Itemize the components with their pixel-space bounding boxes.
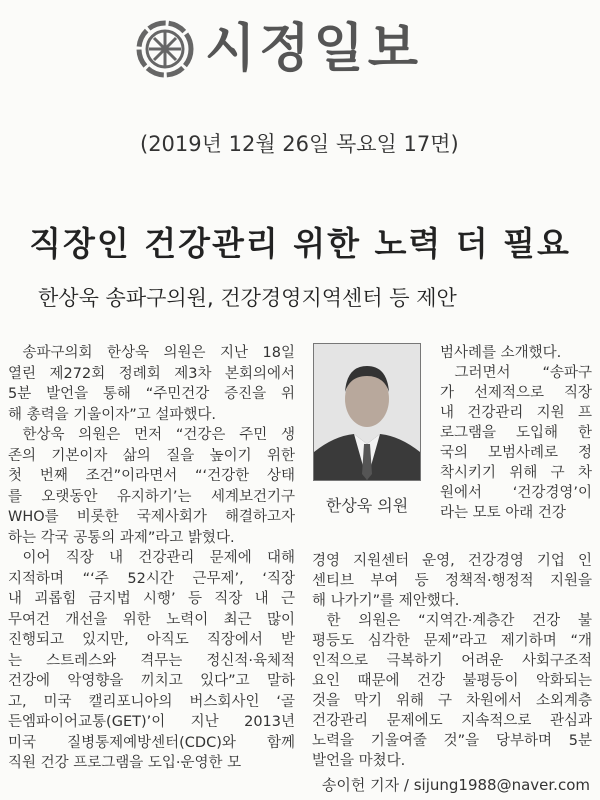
article-text-line: 가 선제적으로 직장 xyxy=(440,385,592,401)
article-text-line: 인적으로 극복하기 어려운 사회구조적 xyxy=(312,653,592,669)
article-text-line: 착시키기 위해 구 차 xyxy=(440,465,592,481)
article-text-line: 해 나가기”를 제안했다. xyxy=(312,593,460,609)
article-text-line: 국의 모범사례로 정 xyxy=(440,445,592,461)
article-text-line: 것을 막기 위해 구 차원에서 소외계층 xyxy=(312,693,592,709)
article-column-right-wide xyxy=(312,551,592,771)
article-text-line: 요인 때문에 건강 불평등이 악화되는 xyxy=(312,673,592,689)
article-column-left xyxy=(8,343,295,774)
article-text-line: 노력을 기울여줄 것”을 당부하며 5분 xyxy=(312,733,592,749)
article-text-line: 직원 건강 프로그램을 도입·운영한 모 xyxy=(8,755,242,771)
article-text-line: 원에서 ‘건강경영’이 xyxy=(440,485,592,501)
article-text-line: 송파구의회 한상욱 의원은 지난 18일 xyxy=(22,345,295,361)
article-text-line: 5분 발언을 통해 “주민건강 증진을 위 xyxy=(8,386,295,402)
article-text-line: 한상욱 의원은 먼저 “건강은 주민 생 xyxy=(22,427,295,443)
article-text-line: 든엠파이어교통(GET)’이 지난 2013년 xyxy=(8,714,295,730)
article-text-line: 는 스트레스와 격무는 정신적·육체적 xyxy=(8,652,295,669)
article-text-line: 건강에 악영향을 끼치고 있다”고 말하 xyxy=(8,673,295,689)
article-text-line: 라는 모토 아래 건강 xyxy=(440,505,566,521)
article-text-line: 로그램을 도입해 한 xyxy=(440,425,592,441)
article-text-line: WHO를 비롯한 국제사회가 해결하고자 xyxy=(8,509,295,525)
photo-caption: 한상욱 의원 xyxy=(325,496,409,515)
city-emblem-icon xyxy=(135,19,195,79)
byline: 송이헌 기자 / sijung1988@naver.com xyxy=(321,776,590,794)
councilor-photo xyxy=(313,343,421,481)
headline: 직장인 건강관리 위한 노력 더 필요 xyxy=(29,224,571,263)
article-text-line: 경영 지원센터 운영, 건강경영 기업 인 xyxy=(312,553,592,569)
article-text-line: 해 총력을 기울이자”고 설파했다. xyxy=(8,406,217,423)
dateline: (2019년 12월 26일 목요일 17면) xyxy=(140,132,459,156)
article-text-line: 열린 제272회 정례회 제3차 본회의에서 xyxy=(8,365,295,382)
newspaper-name: 시정일보 xyxy=(205,19,422,79)
subheadline: 한상욱 송파구의원, 건강경영지역센터 등 제안 xyxy=(38,286,457,310)
article-text-line: 범사례를 소개했다. xyxy=(440,345,562,361)
article-column-right-narrow xyxy=(440,343,592,523)
article-text-line: 무여건 개선을 위한 노력이 최근 많이 xyxy=(8,611,295,628)
article-text-line: 내 건강관리 지원 프 xyxy=(440,405,592,421)
article-text-line: 센티브 부여 등 정책적·행정적 지원을 xyxy=(312,573,592,589)
article-text-line: 내 괴롭힘 금지법 시행’ 등 직장 내 근 xyxy=(8,591,295,607)
article-text-line: 건강관리 문제에도 지속적으로 관심과 xyxy=(312,713,592,729)
article-text-line: 존의 기본이자 삶의 질을 높이기 위한 xyxy=(8,447,295,464)
article-text-line: 하는 각국 공통의 과제”라고 밝혔다. xyxy=(8,529,235,546)
article-text-line: 한 의원은 “지역간·계층간 건강 불 xyxy=(326,613,592,629)
article-text-line: 를 오랫동안 유지하기’는 세계보건기구 xyxy=(8,488,295,505)
article-text-line: 발언을 마쳤다. xyxy=(312,753,406,769)
article-text-line: 미국 질병통제예방센터(CDC)와 함께 xyxy=(8,734,295,751)
article-text-line: 고, 미국 캘리포니아의 버스회사인 ‘골 xyxy=(8,693,295,710)
masthead xyxy=(135,18,422,80)
article-text-line: 지적하며 “‘주 52시간 근무제’, ‘직장 xyxy=(8,570,295,587)
article-text-line: 진행되고 있지만, 아직도 직장에서 받 xyxy=(8,632,295,648)
article-text-line: 평등도 심각한 문제”라고 제기하며 “개 xyxy=(312,633,592,649)
article-text-line: 그러면서 “송파구 xyxy=(454,365,592,381)
article-text-line: 첫 번째 조건”이라면서 “‘건강한 상태 xyxy=(8,468,295,484)
article-text-line: 이어 직장 내 건강관리 문제에 대해 xyxy=(22,550,295,566)
